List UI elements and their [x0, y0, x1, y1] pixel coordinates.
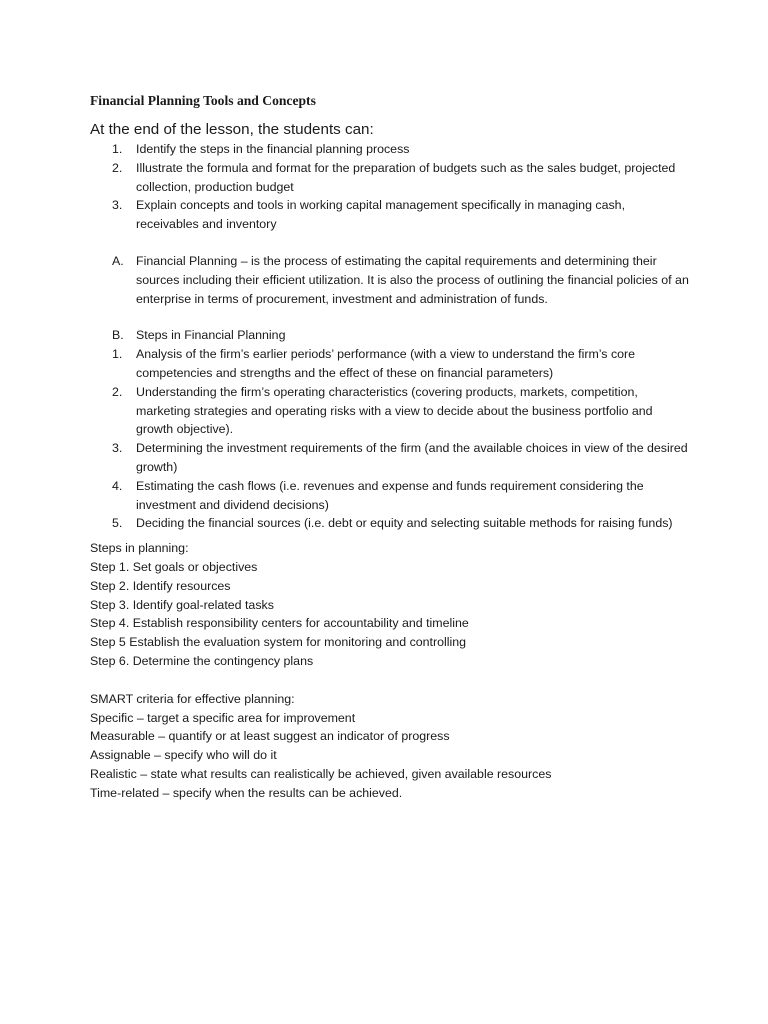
list-marker: 3. — [112, 198, 123, 213]
list-item — [90, 345, 690, 383]
planning-steps-section — [90, 539, 690, 671]
financial-planning-steps-list — [90, 345, 690, 533]
list-item — [90, 159, 690, 197]
smart-criterion-line: Specific – target a specific area for improvement — [90, 710, 356, 725]
smart-criterion-line: Assignable – specify who will do it — [90, 748, 277, 763]
smart-criteria-section — [90, 690, 690, 803]
smart-criterion-line: Realistic – state what results can realistically be achieved, given available resources — [90, 766, 552, 781]
list-marker: 2. — [112, 384, 123, 399]
smart-criterion-line: Measurable – quantify or at least suggest an indicator of progress — [90, 729, 450, 744]
section-b-title: Steps in Financial Planning — [136, 328, 286, 343]
section-a — [90, 252, 690, 308]
objectives-list — [90, 140, 690, 234]
planning-step-line: Step 6. Determine the contingency plans — [90, 653, 314, 668]
intro-text: At the end of the lesson, the students can: — [90, 121, 374, 138]
planning-steps-heading: Steps in planning: — [90, 541, 189, 556]
list-item — [90, 514, 690, 533]
section-b-heading — [90, 326, 690, 345]
smart-heading: SMART criteria for effective planning: — [90, 691, 295, 706]
list-marker: 3. — [112, 441, 123, 456]
section-a-text: Financial Planning – is the process of estimating the capital requirements and determining their sources including their efficient utilization. It is also the process of outlining the financial policies of an enterprise in terms of procurement, investment and administration of funds. — [136, 253, 689, 306]
smart-criterion-line: Time-related – specify when the results can be achieved. — [90, 785, 403, 800]
list-item-text: Identify the steps in the financial planning process — [136, 142, 410, 156]
planning-step-line: Step 4. Establish responsibility centers for accountability and timeline — [90, 616, 469, 631]
list-marker: 2. — [112, 160, 123, 175]
list-item — [90, 439, 690, 477]
planning-step-line: Step 5 Establish the evaluation system for monitoring and controlling — [90, 635, 467, 650]
planning-step-line: Step 3. Identify goal-related tasks — [90, 597, 274, 612]
list-marker: 1. — [112, 347, 123, 362]
list-item-text: Explain concepts and tools in working capital management specifically in managing cash, receivables and inventory — [136, 198, 626, 232]
list-item — [90, 196, 690, 234]
section-marker: A. — [112, 253, 124, 268]
list-marker: 4. — [112, 478, 123, 493]
list-item — [90, 140, 690, 159]
planning-step-line: Step 2. Identify resources — [90, 578, 231, 593]
section-marker: B. — [112, 328, 124, 343]
list-item-text: Analysis of the firm’s earlier periods’ performance (with a view to understand the firm’s core competencies and strengths and the effect of these on financial parameters) — [136, 347, 636, 380]
list-item-text: Deciding the financial sources (i.e. debt or equity and selecting suitable methods for raising funds) — [136, 516, 673, 531]
list-marker: 1. — [112, 142, 123, 156]
document-page — [90, 92, 690, 803]
list-item-text: Understanding the firm’s operating characteristics (covering products, markets, competition, marketing strategies and operating risks with a view to decide about the business portfolio and growth objective). — [136, 384, 653, 437]
list-item — [90, 477, 690, 515]
document-title: Financial Planning Tools and Concepts — [90, 93, 316, 108]
list-item-text: Estimating the cash flows (i.e. revenues and expense and funds requirement considering the investment and dividend decisions) — [136, 478, 644, 512]
list-item-text: Illustrate the formula and format for the preparation of budgets such as the sales budget, projected collection, production budget — [136, 160, 676, 194]
list-item — [90, 383, 690, 439]
list-marker: 5. — [112, 516, 123, 531]
list-item-text: Determining the investment requirements of the firm (and the available choices in view of the desired growth) — [136, 441, 688, 474]
planning-step-line: Step 1. Set goals or objectives — [90, 559, 258, 574]
